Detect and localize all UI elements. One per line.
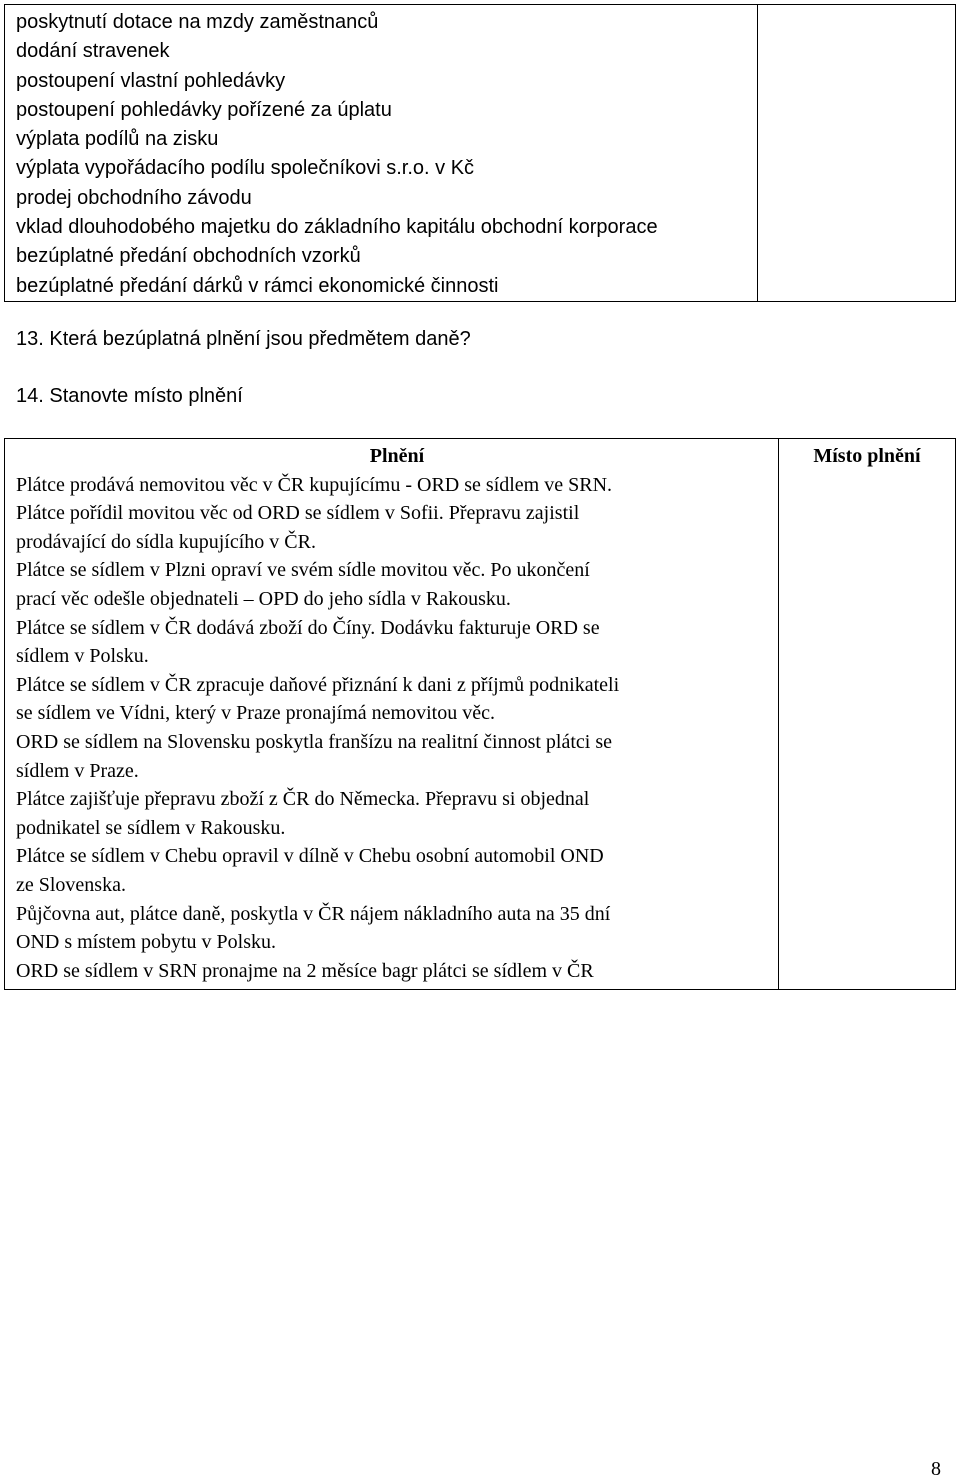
supply-case-line: prací věc odešle objednateli – OPD do jeho sídla v Rakousku. <box>16 587 511 610</box>
supply-case-line: sídlem v Praze. <box>16 759 139 782</box>
supply-case-line: Plátce se sídlem v ČR zpracuje daňové přiznání k dani z příjmů podnikateli <box>16 673 620 696</box>
supply-case-line: podnikatel se sídlem v Rakousku. <box>16 816 286 839</box>
supply-case-line: Plátce prodává nemovitou věc v ČR kupujícímu - ORD se sídlem ve SRN. <box>16 473 613 496</box>
supply-case-line: Půjčovna aut, plátce daně, poskytla v ČR nájem nákladního auta na 35 dní <box>16 902 611 925</box>
supply-line: postoupení vlastní pohledávky <box>16 69 286 92</box>
supply-line: prodej obchodního závodu <box>16 186 252 209</box>
supply-line: bezúplatné předání obchodních vzorků <box>16 245 361 268</box>
supply-line: bezúplatné předání dárků v rámci ekonomické činnosti <box>16 274 499 297</box>
supply-line: poskytnutí dotace na mzdy zaměstnanců <box>16 11 379 33</box>
place-of-supply-table <box>4 438 956 990</box>
supply-case-line: Plátce se sídlem v Plzni opraví ve svém sídle movitou věc. Po ukončení <box>16 559 590 582</box>
supply-case-line: ORD se sídlem na Slovensku poskytla franšízu na realitní činnost plátci se <box>16 730 612 753</box>
answer-cell-empty[interactable] <box>758 5 956 302</box>
question-13: 13. Která bezúplatná plnění jsou předmětem daně? <box>16 328 471 350</box>
page-number: 8 <box>931 1458 941 1480</box>
supply-case-line: ze Slovenska. <box>16 873 126 896</box>
supply-case-line: ORD se sídlem v SRN pronajme na 2 měsíce bagr plátci se sídlem v ČR <box>16 959 594 982</box>
supply-case-line: Plátce se sídlem v Chebu opravil v dílně v Chebu osobní automobil OND <box>16 845 604 868</box>
supply-case-line: OND s místem pobytu v Polsku. <box>16 931 277 954</box>
column-header-place: Místo plnění <box>813 445 921 467</box>
supply-case-line: sídlem v Polsku. <box>16 645 149 668</box>
taxable-supplies-table <box>4 4 956 302</box>
supply-case-line: se sídlem ve Vídni, který v Praze pronajímá nemovitou věc. <box>16 702 495 725</box>
place-of-supply-cell[interactable] <box>779 439 956 990</box>
supply-case-line: Plátce pořídil movitou věc od ORD se sídlem v Sofii. Přepravu zajistil <box>16 502 580 525</box>
column-header-supply: Plnění <box>369 445 425 467</box>
supply-case-line: prodávající do sídla kupujícího v ČR. <box>16 530 316 553</box>
supply-line: postoupení pohledávky pořízené za úplatu <box>16 98 392 121</box>
supply-line: výplata podílů na zisku <box>16 128 219 151</box>
supply-line: výplata vypořádacího podílu společníkovi s.r.o. v Kč <box>16 157 475 180</box>
question-14: 14. Stanovte místo plnění <box>16 385 243 407</box>
supply-case-line: Plátce se sídlem v ČR dodává zboží do Číny. Dodávku fakturuje ORD se <box>16 616 600 639</box>
supply-line: dodání stravenek <box>16 40 170 63</box>
supplies-list-cell <box>5 5 758 302</box>
supplies-cell <box>5 439 779 990</box>
supply-case-line: Plátce zajišťuje přepravu zboží z ČR do Německa. Přepravu si objednal <box>16 788 590 811</box>
supply-line: vklad dlouhodobého majetku do základního kapitálu obchodní korporace <box>16 216 658 239</box>
